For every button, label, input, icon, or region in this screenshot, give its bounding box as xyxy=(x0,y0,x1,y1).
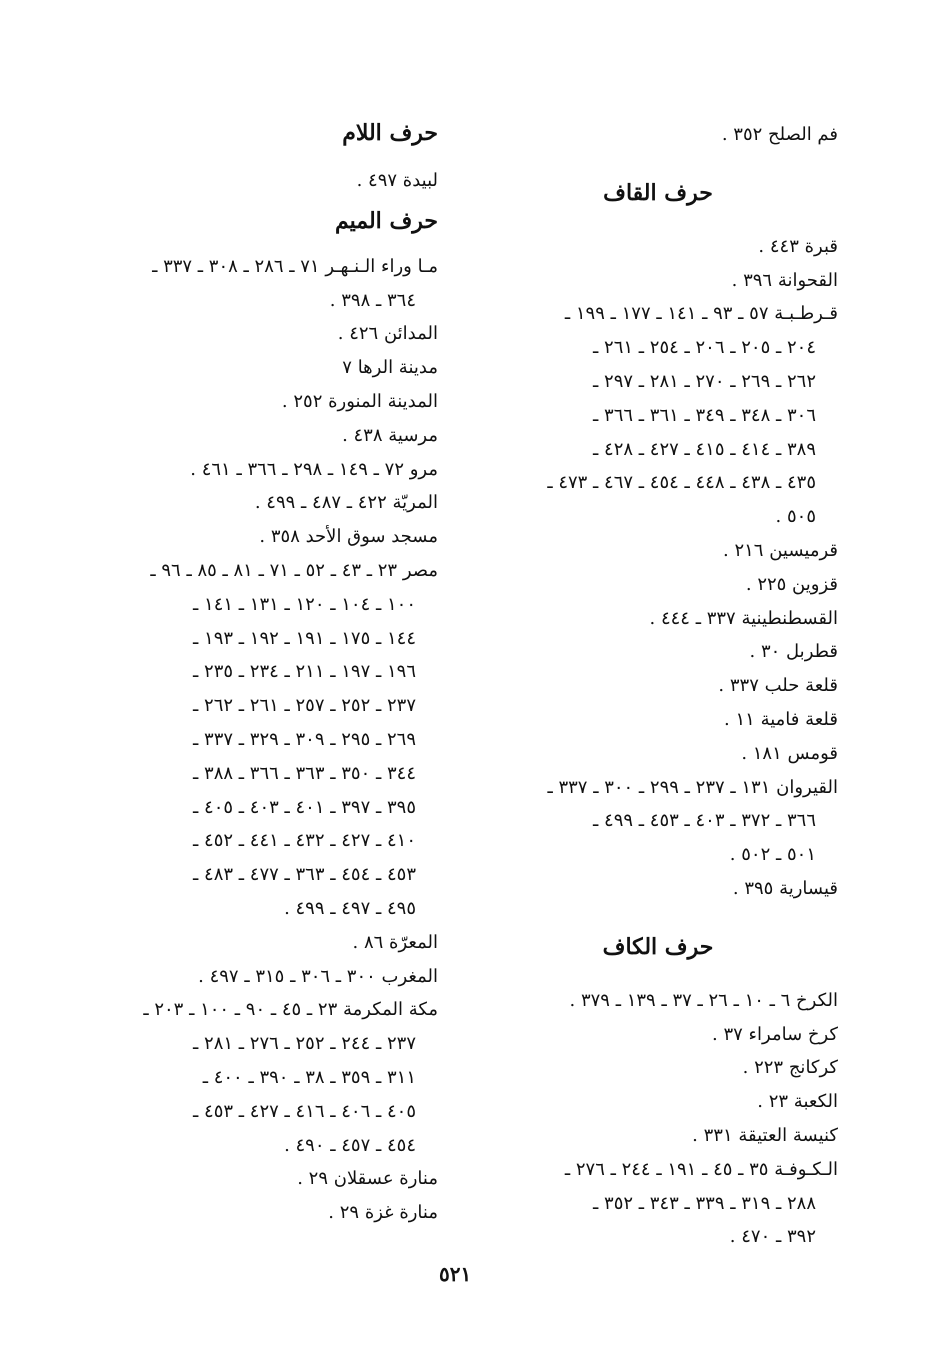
index-entry-continuation: ٤٥٣ ـ ٤٥٤ ـ ٣٦٣ ـ ٤٧٧ ـ ٤٨٣ ـ xyxy=(193,864,416,886)
index-entry-continuation: ٢٠٤ ـ ٢٠٥ ـ ٢٠٦ ـ ٢٥٤ ـ ٢٦١ ـ xyxy=(593,337,816,359)
index-entry: قـرطـبـة ٥٧ ـ ٩٣ ـ ١٤١ ـ ١٧٧ ـ ١٩٩ ـ xyxy=(564,303,838,325)
index-entry-continuation: ٣٦٦ ـ ٣٧٢ ـ ٤٠٣ ـ ٤٥٣ ـ ٤٩٩ ـ xyxy=(593,810,816,832)
index-entry-continuation: ٥٠١ ـ ٥٠٢ . xyxy=(729,844,816,866)
index-entry-continuation: ٣٩٢ ـ ٤٧٠ . xyxy=(729,1226,816,1248)
index-entry-continuation: ٢٨٨ ـ ٣١٩ ـ ٣٣٩ ـ ٣٤٣ ـ ٣٥٢ ـ xyxy=(593,1192,816,1214)
index-entry: مسجد سوق الأحد ٣٥٨ . xyxy=(259,526,438,548)
index-entry-continuation: ٣٨٩ ـ ٤١٤ ـ ٤١٥ ـ ٤٢٧ ـ ٤٢٨ ـ xyxy=(593,438,816,460)
index-entry-continuation: ٢٦٢ ـ ٢٦٩ ـ ٢٧٠ ـ ٢٨١ ـ ٢٩٧ ـ xyxy=(593,370,816,392)
index-entry: قلعة فامية ١١ . xyxy=(724,708,838,730)
section-heading: حرف اللام xyxy=(342,120,438,146)
index-entry: الـكـوفـة ٣٥ ـ ٤٥ ـ ١٩١ ـ ٢٤٤ ـ ٢٧٦ ـ xyxy=(564,1158,838,1180)
index-entry: مـا وراء الـنـهـر ٧١ ـ ٢٨٦ ـ ٣٠٨ ـ ٣٣٧ ـ xyxy=(152,255,438,277)
page-number: ٥٢١ xyxy=(439,1262,472,1286)
index-entry: مكة المكرمة ٢٣ ـ ٤٥ ـ ٩٠ ـ ١٠٠ ـ ٢٠٣ ـ xyxy=(143,999,438,1021)
index-entry-continuation: ١٤٤ ـ ١٧٥ ـ ١٩١ ـ ١٩٢ ـ ١٩٣ ـ xyxy=(193,627,416,649)
index-entry-continuation: ٤٣٥ ـ ٤٣٨ ـ ٤٤٨ ـ ٤٥٤ ـ ٤٦٧ ـ ٤٧٣ ـ xyxy=(547,472,816,494)
index-entry-continuation: ٢٣٧ ـ ٢٥٢ ـ ٢٥٧ ـ ٢٦١ ـ ٢٦٢ ـ xyxy=(193,695,416,717)
right-column xyxy=(478,118,838,1254)
index-entry: القسطنطينية ٣٣٧ ـ ٤٤٤ . xyxy=(649,607,838,629)
section-heading: حرف الكاف xyxy=(602,933,714,960)
index-entry-continuation: ٥٠٥ . xyxy=(775,506,816,528)
index-entry: المريّة ٤٢٢ ـ ٤٨٧ ـ ٤٩٩ . xyxy=(254,492,438,514)
index-entry: منارة غزة ٢٩ . xyxy=(328,1202,438,1224)
index-entry: كنيسة العتيقة ٣٣١ . xyxy=(692,1124,838,1146)
index-entry-continuation: ٢٣٧ ـ ٢٤٤ ـ ٢٥٢ ـ ٢٧٦ ـ ٢٨١ ـ xyxy=(193,1033,416,1055)
index-entry: مصر ٢٣ ـ ٤٣ ـ ٥٢ ـ ٧١ ـ ٨١ ـ ٨٥ ـ ٩٦ ـ xyxy=(150,559,438,581)
index-entry: كرخ سامراء ٣٧ . xyxy=(712,1023,838,1045)
index-entry: قلعة حلب ٣٣٧ . xyxy=(718,675,838,697)
section-heading: حرف القاف xyxy=(603,179,713,206)
index-entry-continuation: ٣٩٥ ـ ٣٩٧ ـ ٤٠١ ـ ٤٠٣ ـ ٤٠٥ ـ xyxy=(193,796,416,818)
index-entry: مرسية ٤٣٨ . xyxy=(342,424,438,446)
index-entry-continuation: ٤٥٤ ـ ٤٥٧ ـ ٤٩٠ . xyxy=(284,1134,416,1156)
index-entry: المدينة المنورة ٢٥٢ . xyxy=(281,390,438,412)
index-entry-continuation: ١٩٦ ـ ١٩٧ ـ ٢١١ ـ ٢٣٤ ـ ٢٣٥ ـ xyxy=(193,661,416,683)
index-entry: المعرّة ٨٦ . xyxy=(352,931,438,953)
index-entry: مدينة الرها ٧ xyxy=(342,357,438,379)
index-entry-continuation: ٤٩٥ ـ ٤٩٧ ـ ٤٩٩ . xyxy=(284,897,416,919)
index-entry: قومس ١٨١ . xyxy=(741,742,838,764)
index-entry-continuation: ٤١٠ ـ ٤٢٧ ـ ٤٣٢ ـ ٤٤١ ـ ٤٥٢ ـ xyxy=(193,830,416,852)
index-entry: فم الصلح ٣٥٢ . xyxy=(721,124,838,145)
index-entry: القيروان ١٣١ ـ ٢٣٧ ـ ٢٩٩ ـ ٣٠٠ ـ ٣٣٧ ـ xyxy=(547,776,838,798)
index-entry: المغرب ٣٠٠ ـ ٣٠٦ ـ ٣١٥ ـ ٤٩٧ . xyxy=(198,965,438,987)
index-entry-continuation: ٤٠٥ ـ ٤٠٦ ـ ٤١٦ ـ ٤٢٧ ـ ٤٥٣ ـ xyxy=(193,1100,416,1122)
index-entry: لبيدة ٤٩٧ . xyxy=(356,170,438,191)
index-entry: القحوانة ٣٩٦ . xyxy=(731,269,838,291)
index-entry-continuation: ٢٦٩ ـ ٢٩٥ ـ ٣٠٩ ـ ٣٢٩ ـ ٣٣٧ ـ xyxy=(193,728,416,750)
index-entry-continuation: ٣١١ ـ ٣٥٩ ـ ٣٨ ـ ٣٩٠ ـ ٤٠٠ ـ xyxy=(202,1066,416,1088)
section-heading: حرف الميم xyxy=(334,207,438,234)
index-entry: مرو ٧٢ ـ ١٤٩ ـ ٢٩٨ ـ ٣٦٦ ـ ٤٦١ . xyxy=(190,458,438,480)
index-entry-continuation: ١٠٠ ـ ١٠٤ ـ ١٢٠ ـ ١٣١ ـ ١٤١ ـ xyxy=(193,593,416,615)
index-entry-continuation: ٣٦٤ ـ ٣٩٨ . xyxy=(329,289,416,311)
index-entry: كركانج ٢٢٣ . xyxy=(742,1057,838,1079)
index-entry: منارة عسقلان ٢٩ . xyxy=(297,1168,438,1190)
index-entry: قطربل ٣٠ . xyxy=(749,641,838,663)
index-entry-continuation: ٣٠٦ ـ ٣٤٨ ـ ٣٤٩ ـ ٣٦١ ـ ٣٦٦ ـ xyxy=(593,404,816,426)
index-entry: قبرة ٤٤٣ . xyxy=(758,235,838,257)
index-entry: قرميسين ٢١٦ . xyxy=(723,539,838,561)
left-column xyxy=(73,118,438,1230)
index-entry-continuation: ٣٤٤ ـ ٣٥٠ ـ ٣٦٣ ـ ٣٦٦ ـ ٣٨٨ ـ xyxy=(193,762,416,784)
index-entry: الكرخ ٦ ـ ١٠ ـ ٢٦ ـ ٣٧ ـ ١٣٩ ـ ٣٧٩ . xyxy=(569,989,838,1011)
index-entry: قيسارية ٣٩٥ . xyxy=(732,877,838,899)
index-entry: الكعبة ٢٣ . xyxy=(757,1091,838,1113)
index-entry: قزوين ٢٢٥ . xyxy=(745,573,838,595)
index-entry: المدائن ٤٢٦ . xyxy=(337,323,438,345)
